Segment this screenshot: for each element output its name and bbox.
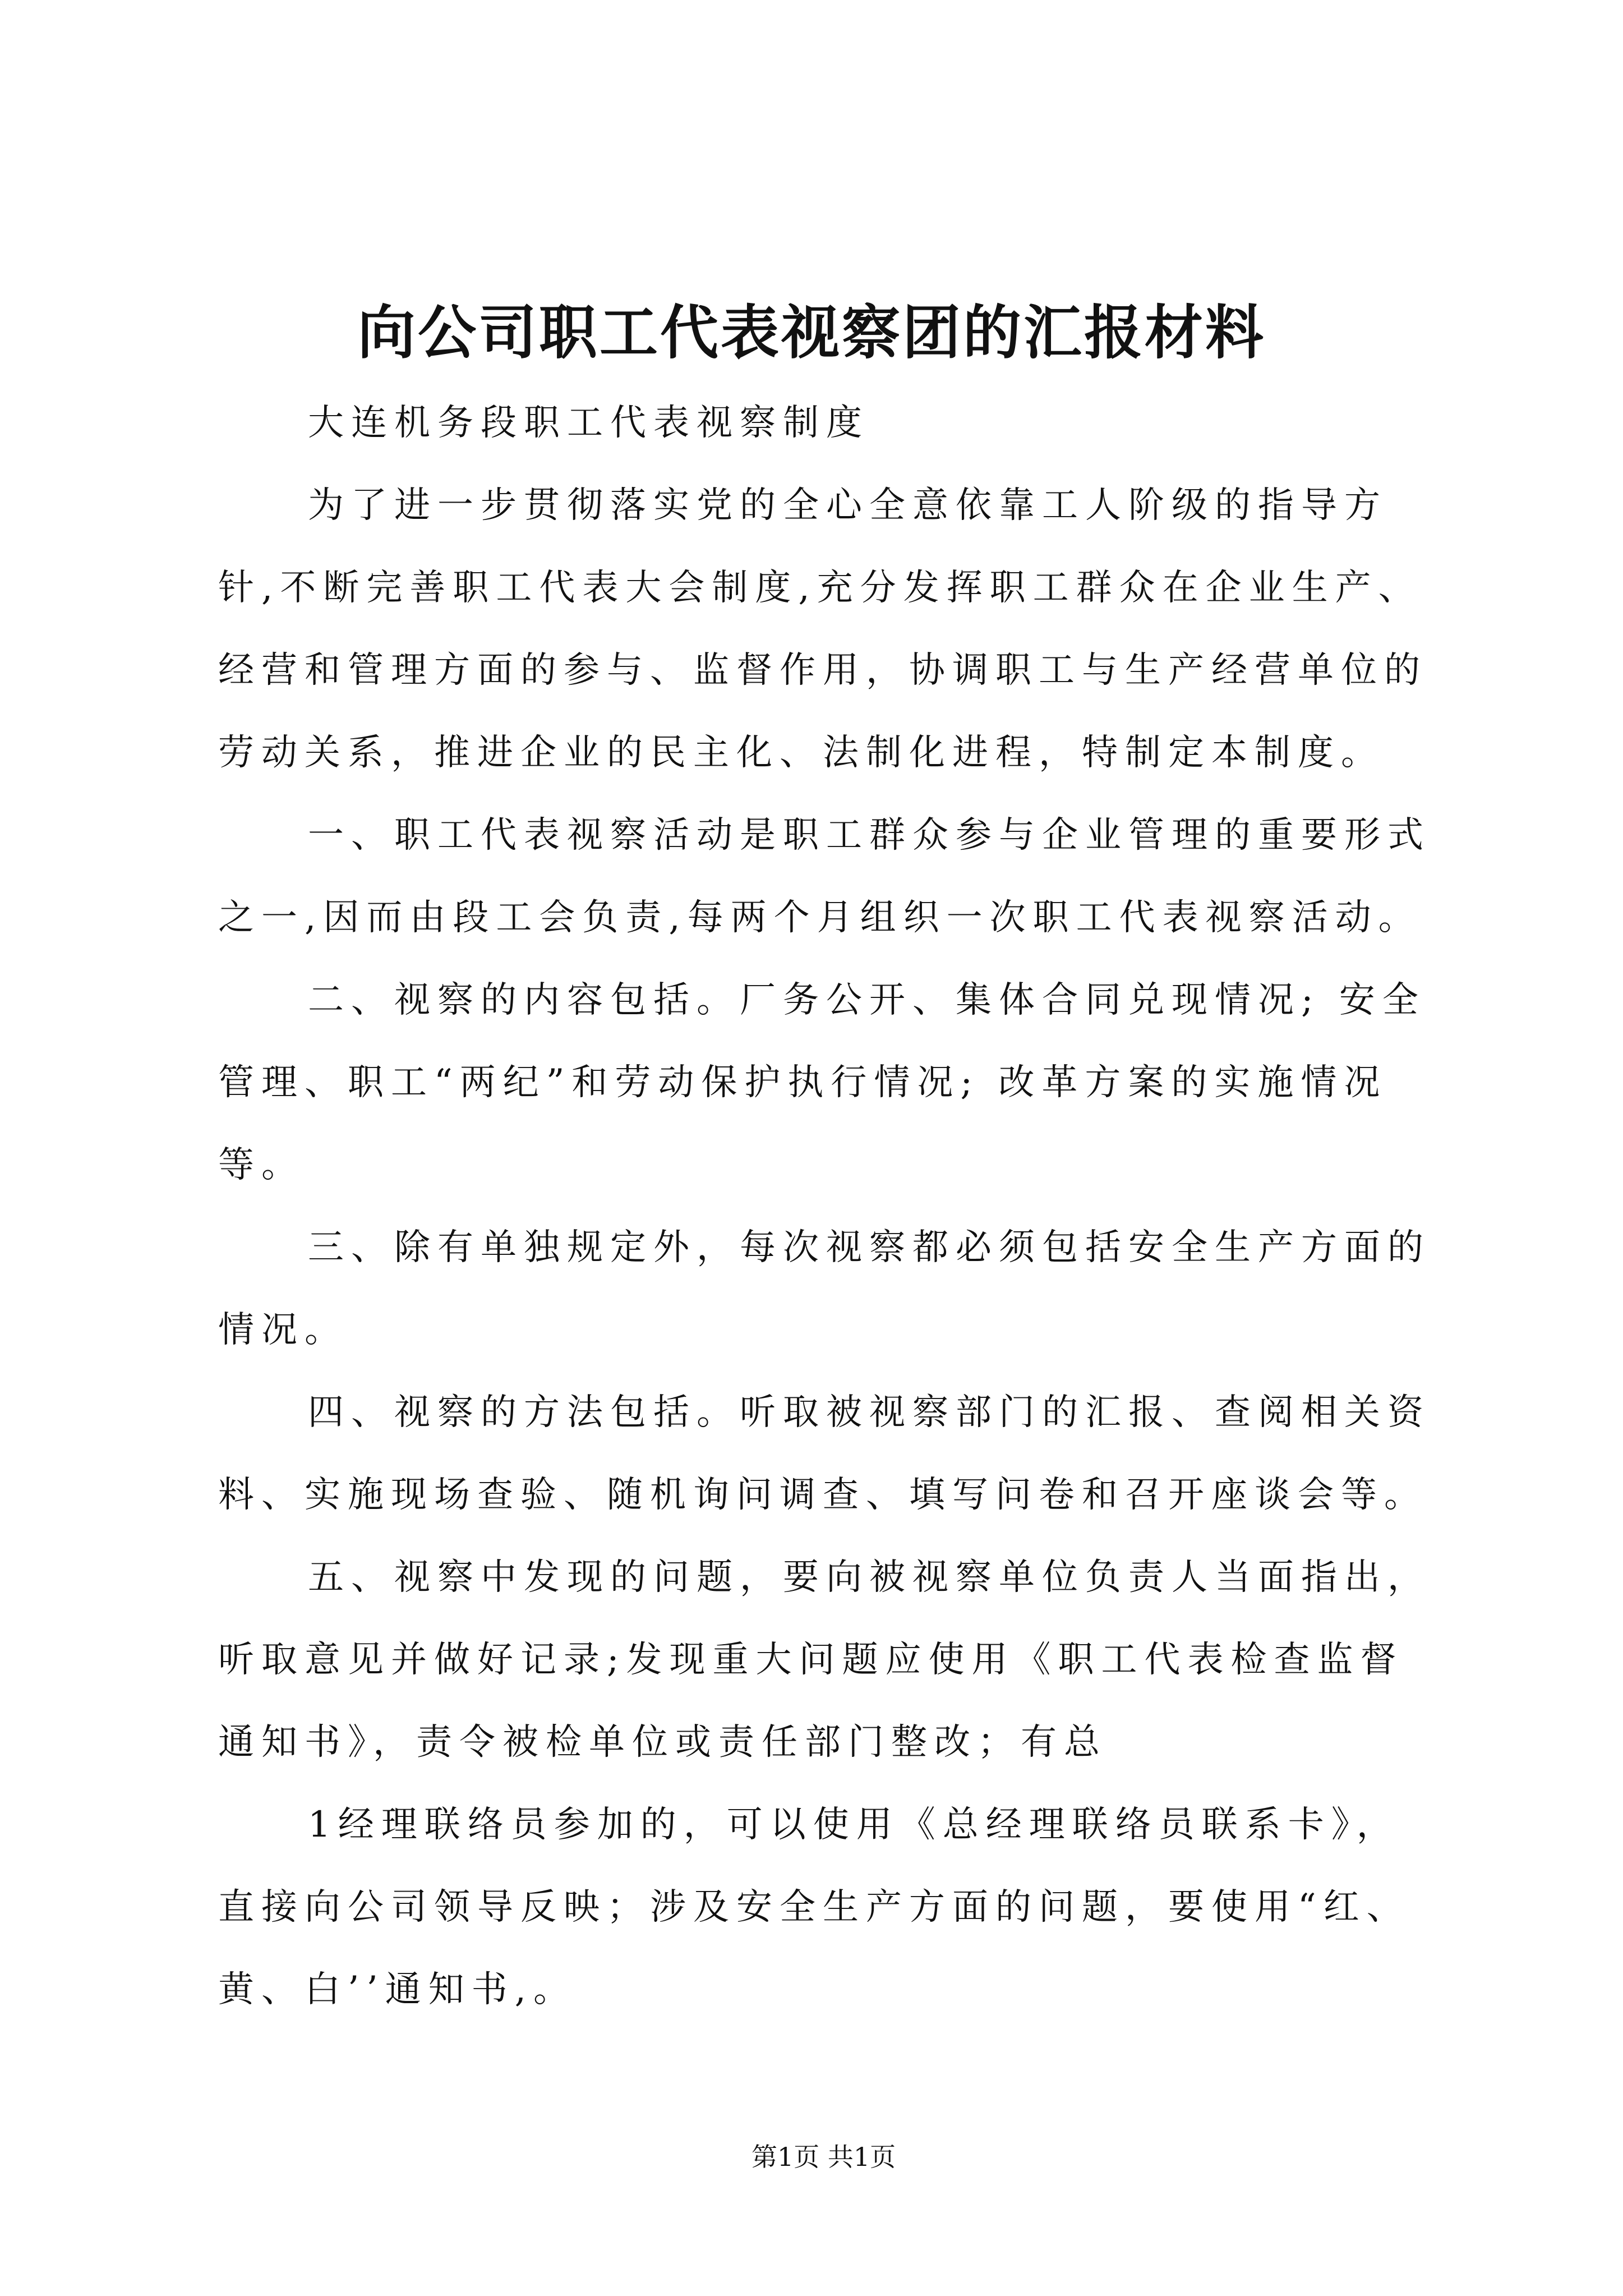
text-line: 等。 — [218, 1144, 305, 1186]
text-line: 一、职工代表视察活动是职工群众参与企业管理的重要形式 — [308, 815, 1431, 856]
text-line: 劳动关系，推进企业的民主化、法制化进程，特制定本制度。 — [218, 732, 1384, 774]
text-line: 情况。 — [218, 1309, 348, 1351]
text-line: 黄、白’’通知书,。 — [218, 1969, 577, 2010]
text-line: 为了进一步贯彻落实党的全心全意依靠工人阶级的指导方 — [308, 485, 1387, 526]
text-line: 料、实施现场查验、随机询问调查、填写问卷和召开座谈会等。 — [218, 1474, 1427, 1516]
text-line: 针,不断完善职工代表大会制度,充分发挥职工群众在企业生产、 — [218, 567, 1422, 609]
text-line: 经营和管理方面的参与、监督作用，协调职工与生产经营单位的 — [218, 650, 1427, 691]
text-line: 通知书》，责令被检单位或责任部门整改；有总 — [218, 1722, 1107, 1763]
text-line: 听取意见并做好记录;发现重大问题应使用《职工代表检查监督 — [218, 1639, 1404, 1681]
text-line: 1经理联络员参加的，可以使用《总经理联络员联系卡》， — [308, 1804, 1400, 1846]
text-line: 五、视察中发现的问题，要向被视察单位负责人当面指出， — [308, 1557, 1431, 1598]
page-title: 向公司职工代表视察团的汇报材料 — [357, 298, 1266, 367]
page-footer: 第1页 共1页 — [751, 2142, 896, 2172]
text-line: 之一,因而由段工会负责,每两个月组织一次职工代表视察活动。 — [218, 897, 1422, 938]
text-line: 四、视察的方法包括。听取被视察部门的汇报、查阅相关资 — [308, 1392, 1431, 1433]
text-line: 二、视察的内容包括。厂务公开、集体合同兑现情况; 安全 — [308, 979, 1426, 1021]
text-line: 大连机务段职工代表视察制度 — [308, 402, 869, 444]
text-line: 三、除有单独规定外，每次视察都必须包括安全生产方面的 — [308, 1227, 1431, 1268]
document-body — [218, 382, 1508, 2031]
text-line: 管理、职工“两纪”和劳动保护执行情况; 改革方案的实施情况 — [218, 1062, 1387, 1103]
text-line: 直接向公司领导反映；涉及安全生产方面的问题，要使用“红、 — [218, 1887, 1410, 1928]
